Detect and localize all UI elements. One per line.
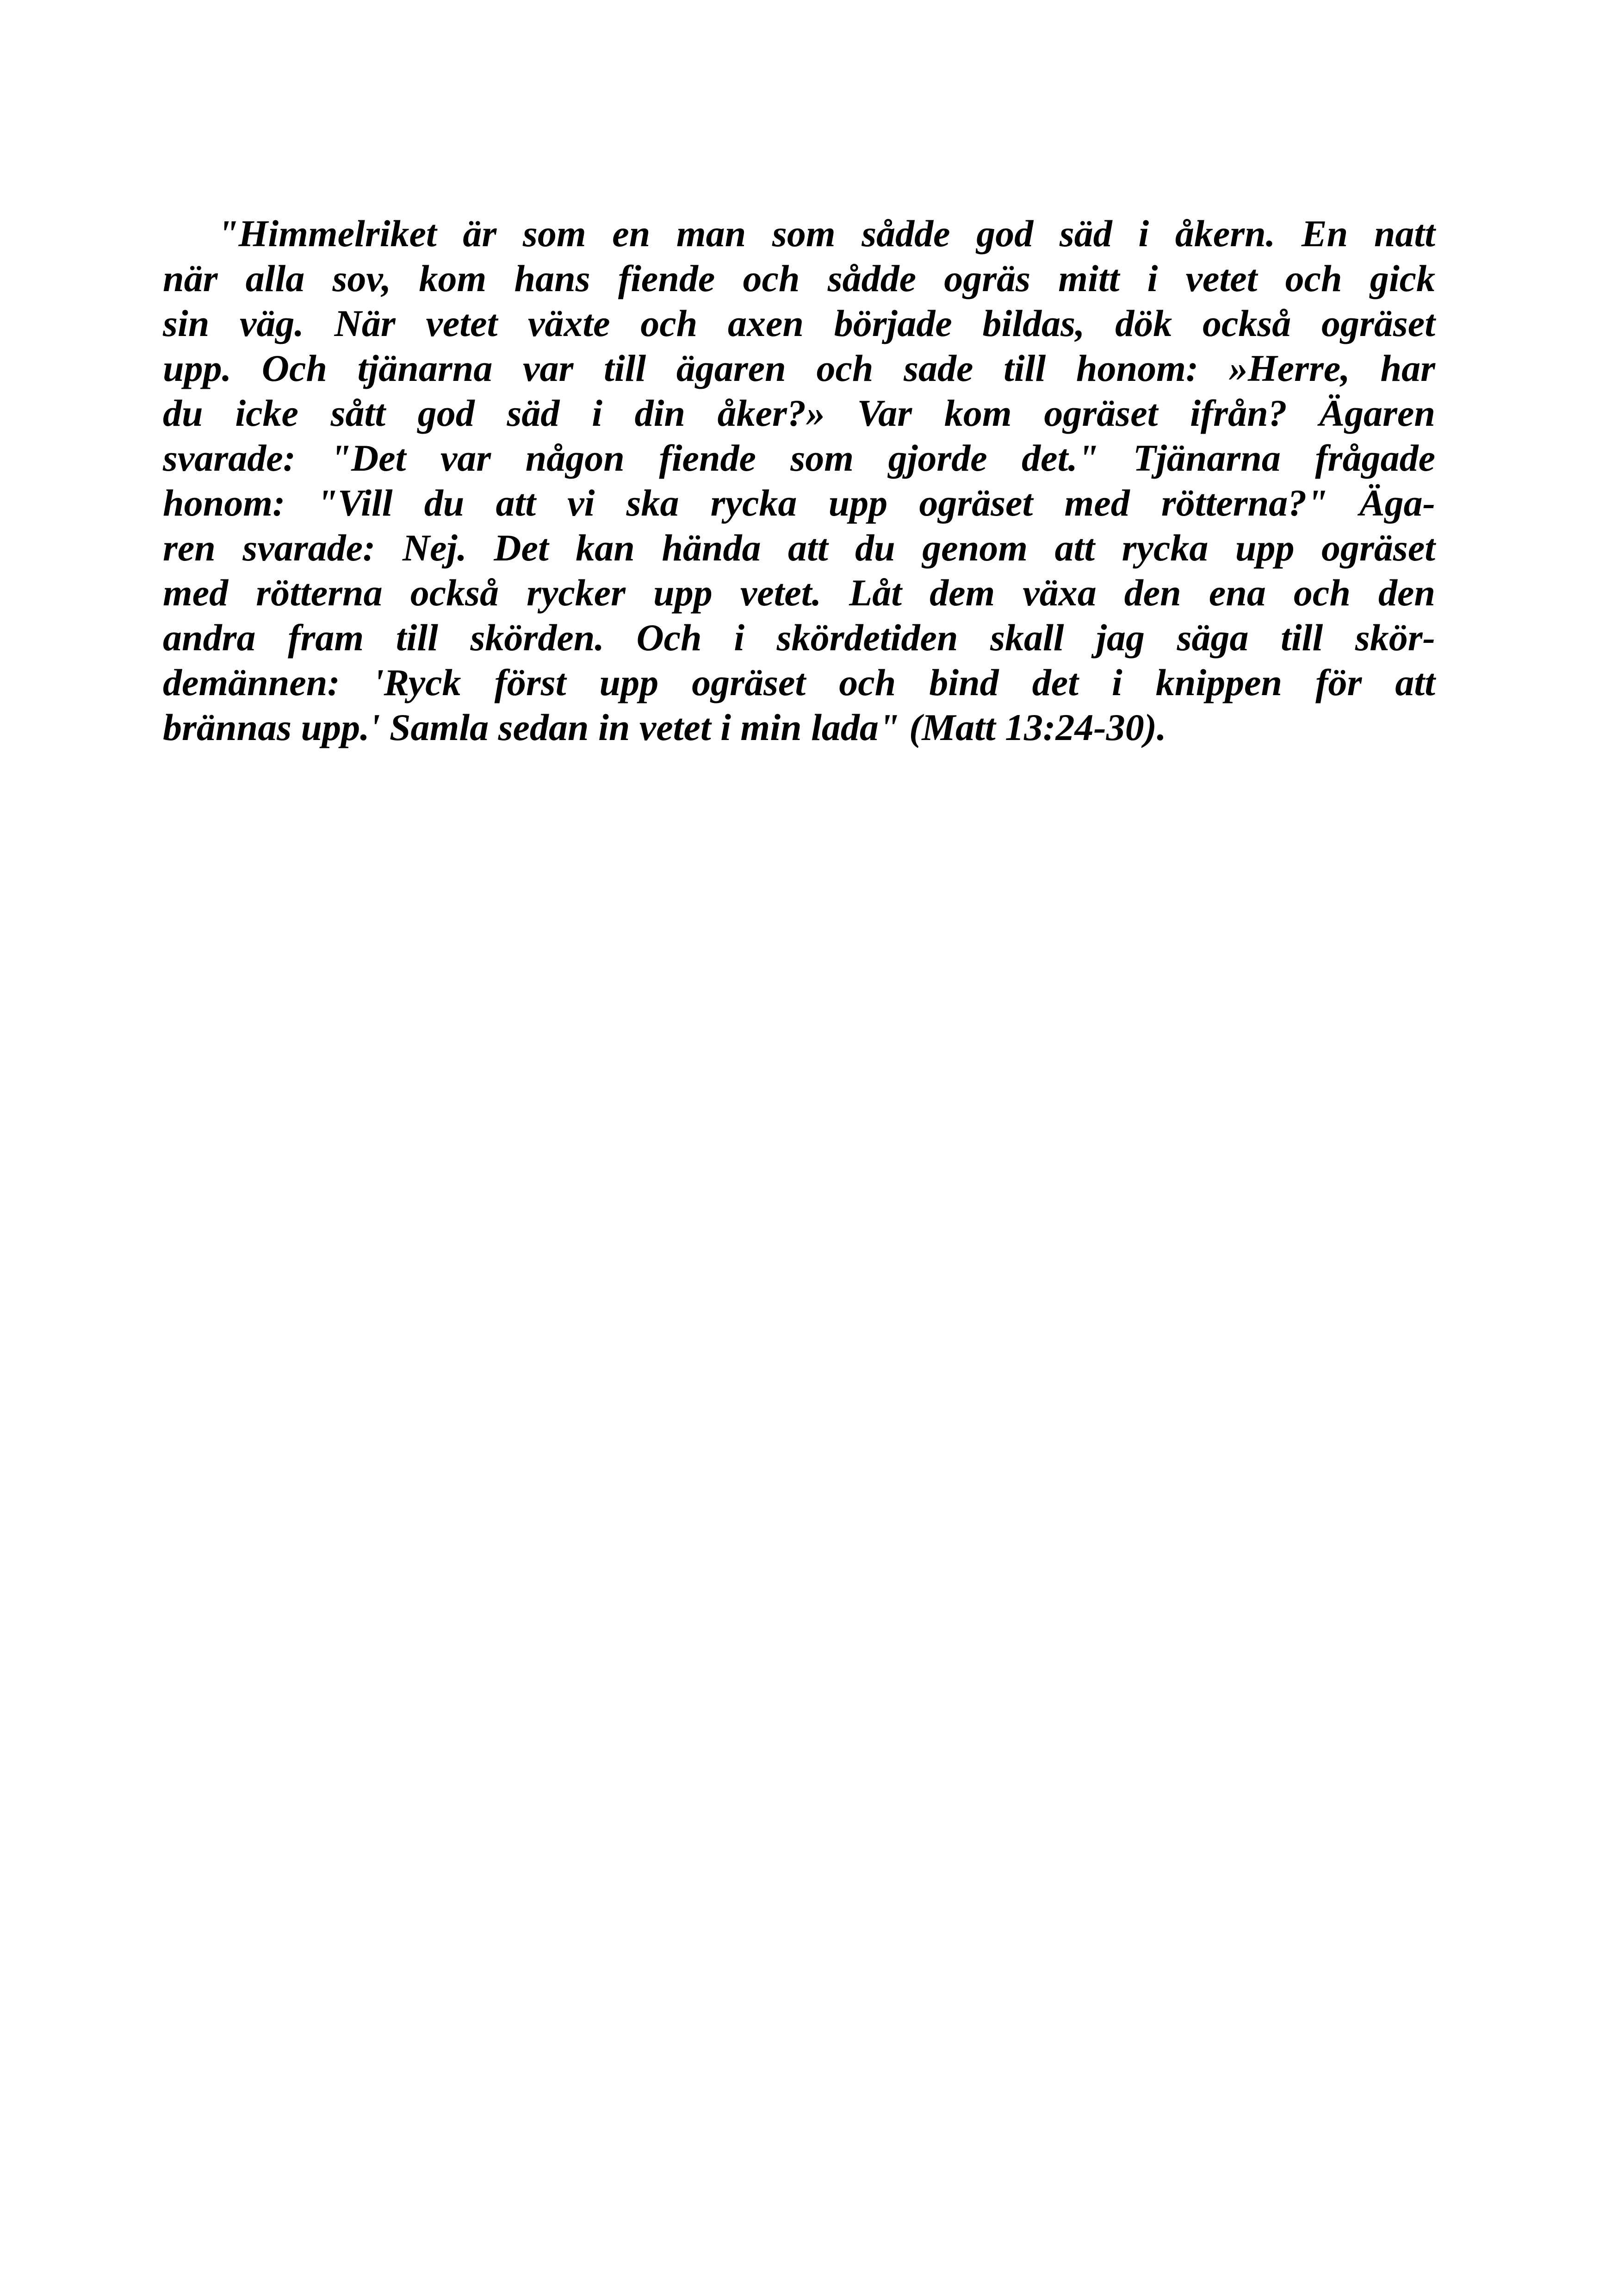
paragraph-line: demännen: 'Ryck först upp ogräset och bind det i knippen för att (163, 661, 1435, 703)
bible-quote-paragraph (163, 211, 1435, 750)
paragraph-line: du icke sått god säd i din åker?» Var kom ogräset ifrån? Ägaren (163, 392, 1435, 434)
paragraph-line: svarade: "Det var någon fiende som gjorde det." Tjänarna frågade (163, 437, 1435, 479)
paragraph-line: "Himmelriket är som en man som sådde god säd i åkern. En natt (217, 212, 1435, 255)
paragraph-line: med rötterna också rycker upp vetet. Låt dem växa den ena och den (163, 572, 1435, 614)
paragraph-line: när alla sov, kom hans fiende och sådde ogräs mitt i vetet och gick (163, 257, 1435, 299)
paragraph-line: ren svarade: Nej. Det kan hända att du genom att rycka upp ogräset (163, 527, 1435, 569)
paragraph-line: upp. Och tjänarna var till ägaren och sade till honom: »Herre, har (163, 347, 1435, 389)
paragraph-line: honom: "Vill du att vi ska rycka upp ogräset med rötterna?" Äga- (163, 482, 1435, 524)
paragraph-line: andra fram till skörden. Och i skördetiden skall jag säga till skör- (163, 616, 1435, 659)
paragraph-line: brännas upp.' Samla sedan in vetet i min lada" (Matt 13:24-30). (163, 706, 1166, 748)
paragraph-line: sin väg. När vetet växte och axen började bildas, dök också ogräset (163, 302, 1435, 344)
